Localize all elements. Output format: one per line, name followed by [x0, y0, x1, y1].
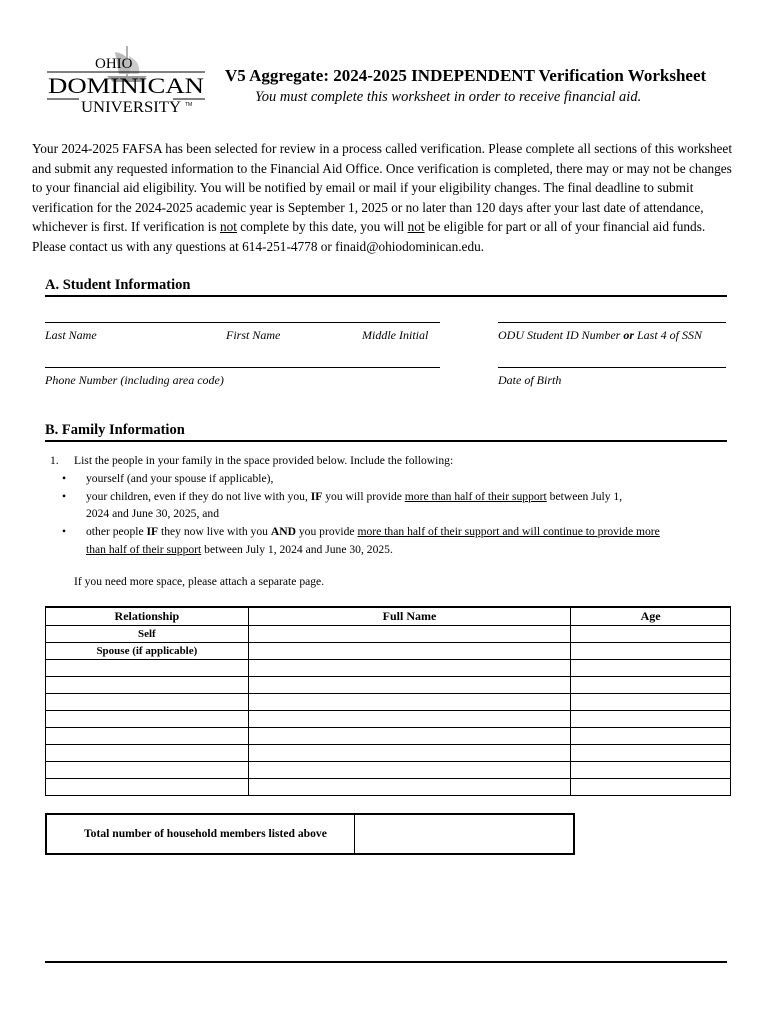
family-table	[45, 606, 731, 796]
section-b-rule	[45, 440, 727, 442]
logo-ohio: OHIO	[95, 56, 133, 72]
item-number: 1.	[50, 454, 59, 467]
bullet-2-text: your children, even if they do not live with you, IF you will provide more than half of their support between July 1,	[86, 489, 623, 503]
relationship-cell[interactable]	[46, 660, 249, 677]
phone-field[interactable]	[45, 367, 440, 368]
relationship-cell[interactable]	[46, 762, 249, 779]
age-cell[interactable]	[571, 728, 731, 745]
more-space-note: If you need more space, please attach a separate page.	[74, 575, 325, 588]
full-name-cell[interactable]	[248, 728, 570, 745]
student-id-field[interactable]	[498, 322, 726, 323]
relationship-cell[interactable]	[46, 728, 249, 745]
item-text: List the people in your family in the space provided below. Include the following:	[74, 454, 454, 467]
full-name-cell[interactable]	[248, 762, 570, 779]
full-name-cell[interactable]	[248, 660, 570, 677]
table-row	[46, 711, 731, 728]
table-row	[46, 745, 731, 762]
relationship-cell[interactable]	[46, 677, 249, 694]
logo-dominican: DOMINICAN	[48, 73, 205, 98]
table-row	[46, 762, 731, 779]
phone-label: Phone Number (including area code)	[45, 373, 224, 387]
full-name-cell[interactable]	[248, 779, 570, 796]
bullet-2: •	[62, 489, 67, 503]
logo-university: UNIVERSITY	[81, 99, 182, 114]
table-row	[46, 677, 731, 694]
table-row	[46, 626, 731, 643]
household-total-box	[45, 813, 575, 855]
full-name-cell[interactable]	[248, 677, 570, 694]
table-row	[46, 728, 731, 745]
dob-label: Date of Birth	[498, 373, 562, 387]
section-a-title: A. Student Information	[45, 277, 191, 293]
col-age: Age	[571, 607, 731, 626]
logo-tm: TM	[185, 102, 193, 108]
bullet-1: •	[62, 471, 67, 485]
bullet-3-text-cont: than half of their support between July 1, 2024 and June 30, 2025.	[86, 543, 393, 556]
page-title: V5 Aggregate: 2024-2025 INDEPENDENT Verification Worksheet	[225, 66, 707, 85]
relationship-cell[interactable]	[46, 745, 249, 762]
col-relationship: Relationship	[46, 607, 249, 626]
bullet-1-text: yourself (and your spouse if applicable),	[86, 471, 274, 485]
relationship-cell[interactable]	[46, 711, 249, 728]
full-name-cell[interactable]	[248, 711, 570, 728]
section-a-rule	[45, 295, 727, 297]
section-b-title: B. Family Information	[45, 422, 185, 438]
age-cell[interactable]	[571, 711, 731, 728]
household-total-label-cell	[47, 815, 355, 853]
age-cell[interactable]	[571, 779, 731, 796]
full-name-cell[interactable]	[248, 745, 570, 762]
full-name-cell[interactable]	[248, 626, 570, 643]
bullet-2-text-cont: 2024 and June 30, 2025, and	[86, 507, 219, 521]
footer-rule	[45, 961, 727, 963]
age-cell[interactable]	[571, 762, 731, 779]
table-row	[46, 660, 731, 677]
name-field[interactable]	[45, 322, 440, 323]
student-id-label: ODU Student ID Number or Last 4 of SSN	[498, 328, 703, 342]
age-cell[interactable]	[571, 626, 731, 643]
page-subtitle: You must complete this worksheet in order to receive financial aid.	[255, 89, 642, 105]
bullet-3: •	[62, 525, 67, 539]
table-row	[46, 643, 731, 660]
full-name-cell[interactable]	[248, 643, 570, 660]
age-cell[interactable]	[571, 643, 731, 660]
last-name-label: Last Name	[45, 328, 97, 342]
age-cell[interactable]	[571, 694, 731, 711]
university-logo	[45, 44, 207, 114]
household-total-input[interactable]	[355, 815, 573, 853]
relationship-cell[interactable]	[46, 694, 249, 711]
intro-paragraph: Your 2024-2025 FAFSA has been selected for review in a process called verification. Please complete all sections of this worksheet and submit any requested information to the Financial Aid Office. Once verification is completed, there may or may not be changes to your financial aid eligibility. You will be notified by email or mail if your eligibility changes. The final deadline to submit verification for the 2024-2025 academic year is September 1, 2025 or no later than 120 days after your last date of attendance, whichever is first. If verification is not complete by this date, you will not be eligible for part or all of your financial aid funds. Please contact us with any questions at 614-251-4778 or finaid@ohiodominican.edu.	[32, 141, 733, 254]
bullet-3-text: other people IF they now live with you AND you provide more than half of their support and will continue to provide more	[86, 525, 660, 539]
relationship-cell: Spouse (if applicable)	[46, 643, 249, 660]
age-cell[interactable]	[571, 660, 731, 677]
full-name-cell[interactable]	[248, 694, 570, 711]
relationship-cell: Self	[46, 626, 249, 643]
middle-initial-label: Middle Initial	[362, 328, 429, 342]
table-row	[46, 779, 731, 796]
age-cell[interactable]	[571, 745, 731, 762]
age-cell[interactable]	[571, 677, 731, 694]
household-total-label: Total number of household members listed above	[84, 827, 327, 840]
dob-field[interactable]	[498, 367, 726, 368]
first-name-label: First Name	[226, 328, 281, 342]
table-row	[46, 694, 731, 711]
relationship-cell[interactable]	[46, 779, 249, 796]
col-full-name: Full Name	[248, 607, 570, 626]
